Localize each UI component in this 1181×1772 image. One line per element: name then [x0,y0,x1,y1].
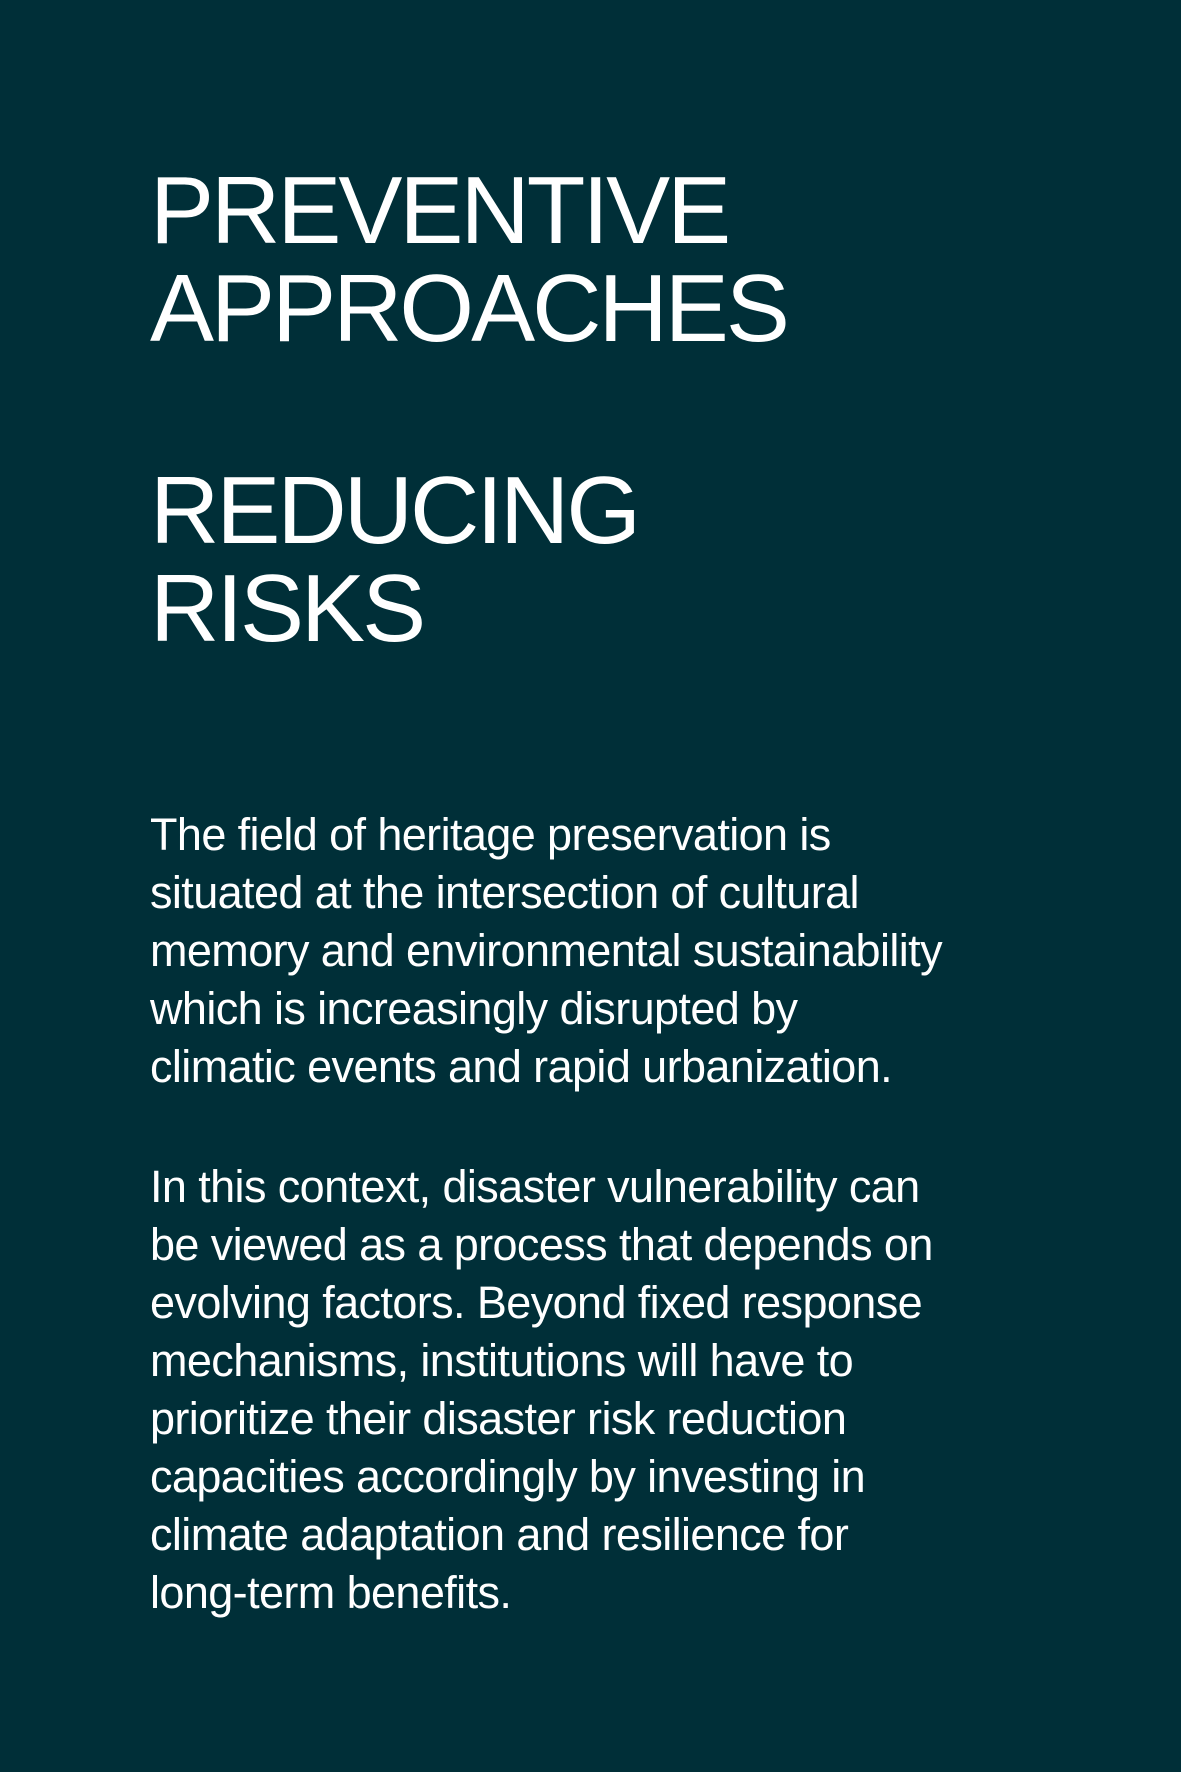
paragraph-line: evolving factors. Beyond fixed response [150,1277,923,1328]
paragraph-line: In this context, disaster vulnerability can [150,1161,920,1212]
paragraph-line: mechanisms, institutions will have to [150,1335,854,1386]
secondary-heading [150,457,639,662]
secondary-heading-line-2: RISKS [150,555,424,662]
paragraph-line: prioritize their disaster risk reduction [150,1393,847,1444]
primary-heading-line-1: PREVENTIVE [150,157,729,264]
primary-heading [150,157,787,362]
paragraph-line: capacities accordingly by investing in [150,1451,866,1502]
paragraph-line: climate adaptation and resilience for [150,1509,849,1560]
paragraph-line: be viewed as a process that depends on [150,1219,933,1270]
paragraph-line: The field of heritage preservation is [150,809,831,860]
body-paragraph-2 [150,1158,1050,1622]
paragraph-line: memory and environmental sustainability [150,925,942,976]
secondary-heading-line-1: REDUCING [150,457,639,564]
body-paragraph-1 [150,806,1050,1096]
paragraph-line: situated at the intersection of cultural [150,867,859,918]
paragraph-line: long-term benefits. [150,1567,512,1618]
paragraph-line: climatic events and rapid urbanization. [150,1041,893,1092]
primary-heading-line-2: APPROACHES [150,255,787,362]
paragraph-line: which is increasingly disrupted by [150,983,798,1034]
